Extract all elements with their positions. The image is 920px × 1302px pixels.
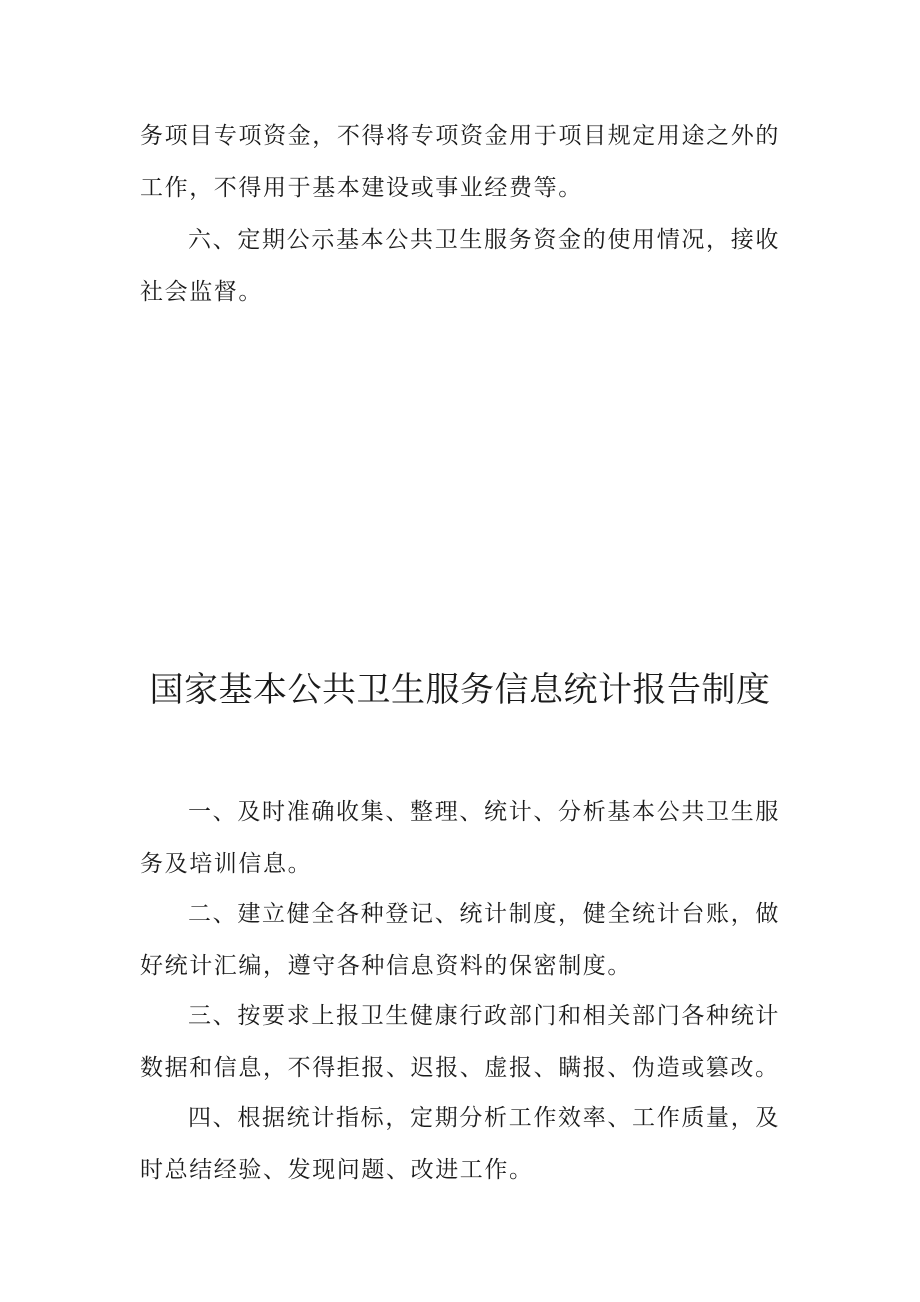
item-six-paragraph: 六、定期公示基本公共卫生服务资金的使用情况，接收社会监督。 <box>140 227 780 305</box>
item-two-paragraph: 二、建立健全各种登记、统计制度，健全统计台账，做好统计汇编，遵守各种信息资料的保密制度。 <box>140 901 780 979</box>
item-one-paragraph: 一、及时准确收集、整理、统计、分析基本公共卫生服务及培训信息。 <box>140 799 780 877</box>
item-three-paragraph: 三、按要求上报卫生健康行政部门和相关部门各种统计数据和信息，不得拒报、迟报、虚报、瞒报、伪造或篡改。 <box>140 1003 780 1081</box>
item-four-paragraph: 四、根据统计指标，定期分析工作效率、工作质量，及时总结经验、发现问题、改进工作。 <box>140 1105 780 1183</box>
continuation-paragraph: 务项目专项资金，不得将专项资金用于项目规定用途之外的工作，不得用于基本建设或事业经费等。 <box>140 123 780 201</box>
section-title: 国家基本公共卫生服务信息统计报告制度 <box>149 670 771 710</box>
